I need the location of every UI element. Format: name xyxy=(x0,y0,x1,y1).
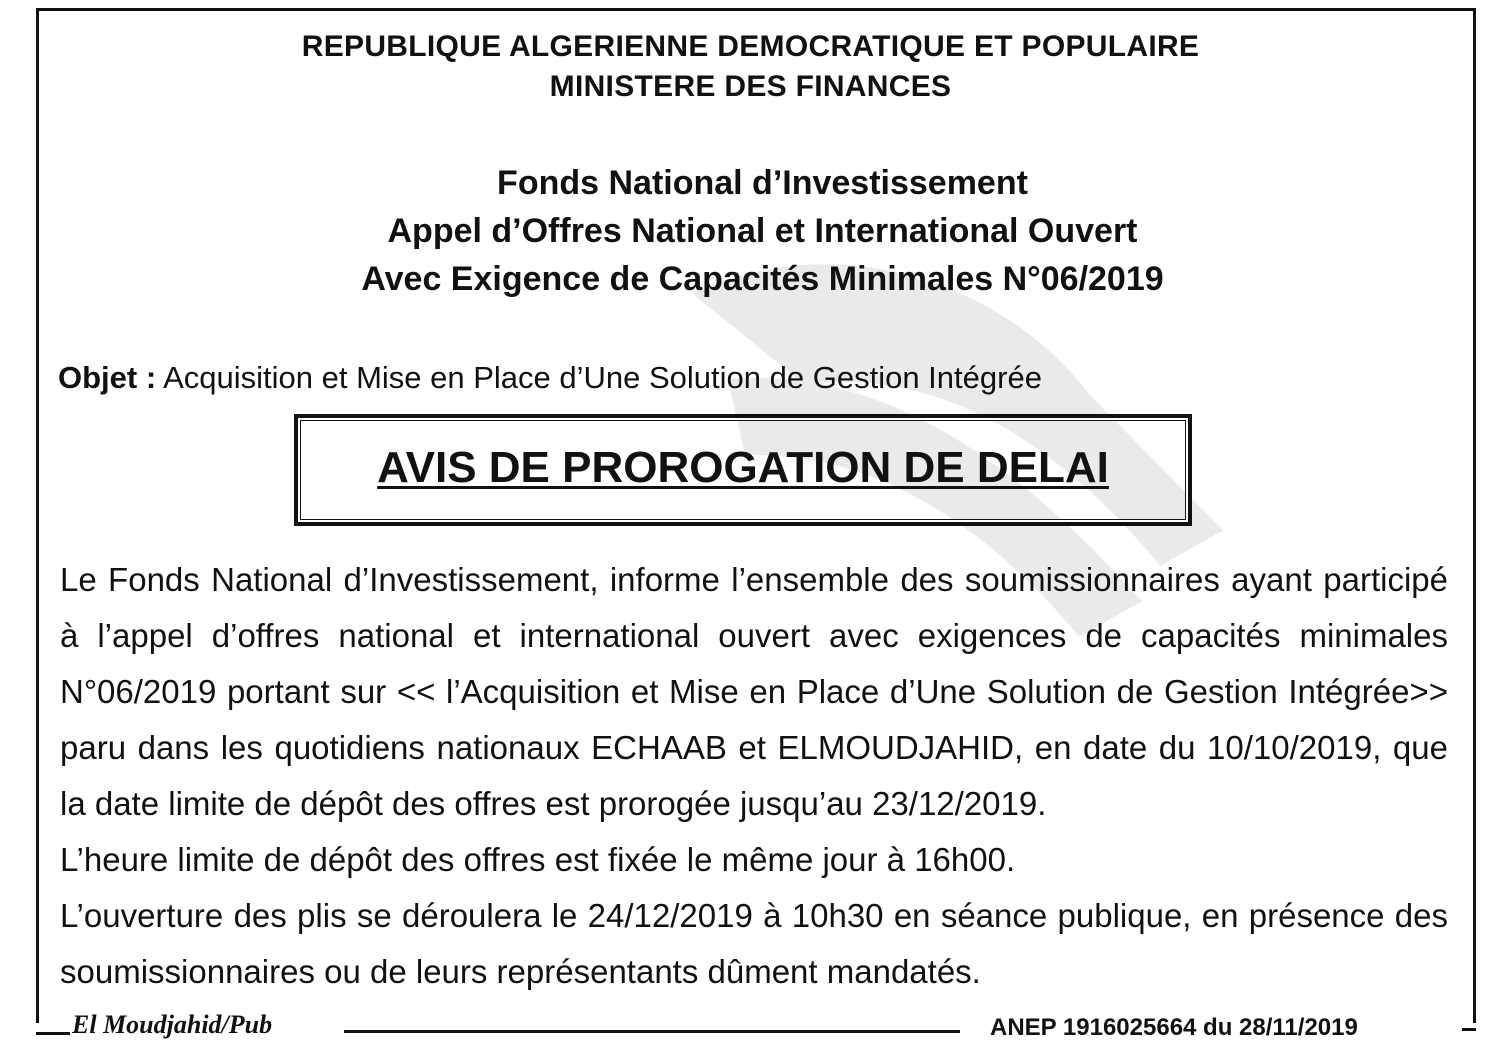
tender-number: Avec Exigence de Capacités Minimales N°06/2019 xyxy=(361,260,1164,298)
footer-rule-left xyxy=(36,1032,70,1035)
objet-label: Objet : xyxy=(58,360,157,395)
footer-rule-middle xyxy=(344,1030,960,1033)
objet-text: Acquisition et Mise en Place d’Une Solution de Gestion Intégrée xyxy=(163,360,1042,395)
republic-header: REPUBLIQUE ALGERIENNE DEMOCRATIQUE ET POPULAIRE xyxy=(301,30,1200,63)
body-paragraph-1: Le Fonds National d’Investissement, informe l’ensemble des soumissionnaires ayant participé à l’appel d’offres national et international ouvert avec exigences de capacités minimales N°06/2019 portant sur << l’Acquisition et Mise en Place d’Une Solution de Gestion Intégrée>> paru dans les quotidiens nationaux ECHAAB et ELMOUDJAHID, en date du 10/10/2019, que la date limite de dépôt des offres est prorogée jusqu’au 23/12/2019. xyxy=(60,561,1448,822)
body-paragraph-3: L’ouverture des plis se déroulera le 24/12/2019 à 10h30 en séance publique, en présence des soumissionnaires ou de leurs représentants dûment mandatés. xyxy=(60,897,1448,990)
footer-publisher: El Moudjahid/Pub xyxy=(72,1010,273,1039)
footer-anep-reference: ANEP 1916025664 du 28/11/2019 xyxy=(990,1014,1358,1041)
tender-type: Appel d’Offres National et International Ouvert xyxy=(387,212,1138,250)
body-paragraph-2: L’heure limite de dépôt des offres est fixée le même jour à 16h00. xyxy=(60,841,1016,878)
avis-title: AVIS DE PROROGATION DE DELAI xyxy=(377,443,1109,492)
objet-line xyxy=(58,358,1042,398)
avis-box xyxy=(294,414,1192,526)
ministry-header: MINISTERE DES FINANCES xyxy=(549,70,952,103)
footer-rule-right xyxy=(1462,1028,1476,1031)
fund-name: Fonds National d’Investissement xyxy=(497,164,1028,202)
